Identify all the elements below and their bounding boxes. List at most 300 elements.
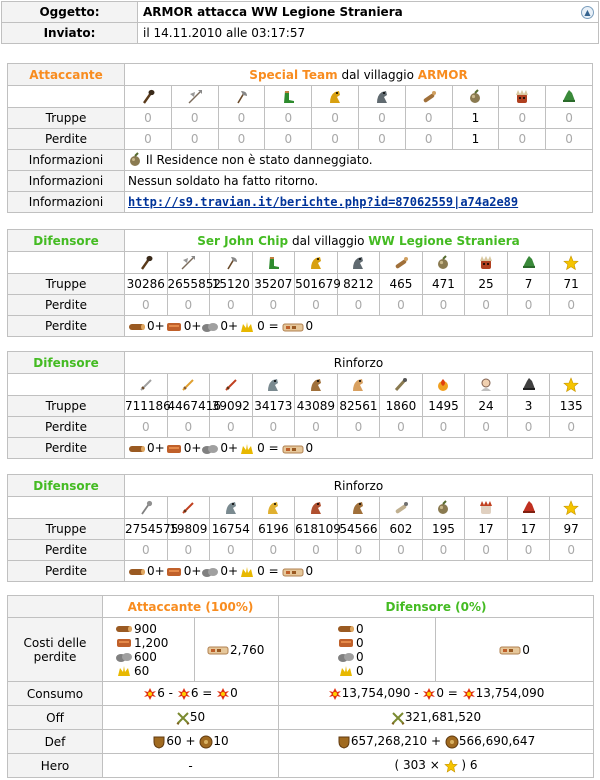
att-cost-iron: 600 bbox=[134, 649, 157, 664]
troop-icon-cell bbox=[499, 86, 546, 108]
all-resources-icon bbox=[282, 321, 304, 333]
troops-label: Truppe bbox=[8, 108, 125, 129]
club-icon bbox=[138, 255, 154, 271]
troop-count: 0 bbox=[499, 108, 546, 129]
attacker-table bbox=[7, 63, 593, 213]
troop-icon-cell bbox=[452, 86, 499, 108]
info-label: Informazioni bbox=[8, 192, 125, 213]
troop-icon-cell bbox=[265, 86, 312, 108]
fire-catapult-icon bbox=[435, 377, 451, 393]
att-def-infantry: 60 bbox=[166, 734, 182, 749]
troop-icon-cell bbox=[295, 252, 338, 274]
upkeep-icon bbox=[462, 687, 476, 701]
wood-icon bbox=[128, 321, 146, 333]
troop-icon-cell bbox=[312, 86, 359, 108]
att-def: 60 + 10 bbox=[103, 730, 279, 754]
troop-icon-cell bbox=[507, 374, 550, 396]
sent-value: il 14.11.2010 alle 03:17:57 bbox=[138, 23, 599, 44]
summary-defender-header: Difensore (0%) bbox=[279, 596, 594, 618]
troop-count: 19809 bbox=[167, 519, 210, 540]
def-def: 657,268,210 + 566,690,647 bbox=[279, 730, 594, 754]
iron-icon bbox=[337, 651, 355, 663]
bounty-clay: 0 bbox=[183, 564, 192, 578]
loss-count: 0 bbox=[337, 540, 380, 561]
tan-horse-icon bbox=[350, 377, 366, 393]
hero-star-icon bbox=[563, 377, 579, 393]
bounty-wood: 0 bbox=[147, 319, 155, 333]
loss-count: 0 bbox=[171, 129, 218, 150]
troop-count: 8212 bbox=[337, 274, 380, 295]
loss-count: 0 bbox=[252, 417, 295, 438]
loss-count: 0 bbox=[499, 129, 546, 150]
bounty-wood: 0 bbox=[147, 564, 155, 578]
star-icon bbox=[444, 759, 458, 773]
clay-icon bbox=[165, 566, 183, 578]
troop-icon-cell bbox=[210, 374, 253, 396]
all-resources-icon bbox=[282, 566, 304, 578]
mace-icon bbox=[138, 500, 154, 516]
all-resources-icon bbox=[499, 644, 521, 656]
bounty-total: 0 bbox=[305, 441, 314, 455]
troop-icon-cell bbox=[546, 86, 593, 108]
info-label: Informazioni bbox=[8, 171, 125, 192]
grey-ram-icon bbox=[393, 500, 409, 516]
loss-count: 0 bbox=[380, 417, 423, 438]
icons-blank bbox=[8, 497, 125, 519]
crossed-swords-icon bbox=[391, 711, 405, 725]
def-consumo-b: 0 bbox=[436, 686, 444, 701]
loss-count: 0 bbox=[252, 540, 295, 561]
summary-table bbox=[7, 595, 594, 778]
loss-count: 0 bbox=[546, 129, 593, 150]
bounty-clay: 0 bbox=[183, 319, 192, 333]
troop-icon-cell bbox=[295, 374, 338, 396]
troop-icon-cell bbox=[380, 252, 423, 274]
bounty-iron: 0 bbox=[220, 564, 229, 578]
loss-count: 0 bbox=[167, 417, 210, 438]
troop-icon-cell bbox=[337, 374, 380, 396]
troop-count: 39092 bbox=[210, 396, 253, 417]
scout-icon bbox=[280, 89, 296, 105]
catapult-icon bbox=[128, 153, 142, 167]
att-cost-crop: 60 bbox=[134, 663, 150, 678]
reinforcement-title: Rinforzo bbox=[125, 352, 593, 374]
gold-horse-icon bbox=[265, 500, 281, 516]
reinforcement-title: Rinforzo bbox=[125, 475, 593, 497]
reinforcement-table bbox=[7, 351, 593, 459]
bounty-crop: 0 bbox=[257, 441, 265, 455]
scout-icon bbox=[265, 255, 281, 271]
defender-role: Difensore bbox=[8, 352, 125, 374]
troop-icon-cell bbox=[465, 252, 508, 274]
iron-icon bbox=[201, 566, 219, 578]
att-consumo-b: 6 bbox=[190, 686, 199, 701]
loss-count: 0 bbox=[125, 129, 172, 150]
troop-icon-cell bbox=[550, 497, 593, 519]
att-costs-list bbox=[103, 618, 195, 682]
def-cost-total: 0 bbox=[522, 642, 530, 657]
expand-icon[interactable]: ▲ bbox=[581, 6, 594, 19]
losses-label: Perdite bbox=[8, 129, 125, 150]
loss-count: 0 bbox=[550, 295, 593, 316]
def-label: Def bbox=[8, 730, 103, 754]
hero-star-icon bbox=[563, 255, 579, 271]
info-residence bbox=[125, 150, 593, 171]
troop-count: 465 bbox=[380, 274, 423, 295]
loss-count: 0 bbox=[550, 540, 593, 561]
loss-count: 0 bbox=[295, 417, 338, 438]
troops-label: Truppe bbox=[8, 274, 125, 295]
senator-icon bbox=[478, 377, 494, 393]
subject-value bbox=[138, 2, 599, 23]
subject-text: ARMOR attacca WW Legione Straniera bbox=[143, 5, 403, 19]
upkeep-icon bbox=[143, 687, 157, 701]
bounty-clay: 0 bbox=[183, 441, 192, 455]
all-resources-icon bbox=[207, 644, 229, 656]
spear-icon bbox=[180, 255, 196, 271]
att-cost-total: 2,760 bbox=[230, 642, 265, 657]
iron-icon bbox=[115, 651, 133, 663]
loss-count: 0 bbox=[125, 417, 168, 438]
loss-count: 0 bbox=[507, 540, 550, 561]
def-def-cavalry: 566,690,647 bbox=[458, 734, 536, 749]
loss-count: 0 bbox=[422, 417, 465, 438]
losses-label: Perdite bbox=[8, 417, 125, 438]
troop-count: 35207 bbox=[252, 274, 295, 295]
info-link-cell bbox=[125, 192, 593, 213]
def-def-infantry: 657,268,210 bbox=[350, 734, 428, 749]
wood-icon bbox=[128, 443, 146, 455]
icons-blank bbox=[8, 374, 125, 396]
knight-icon bbox=[374, 89, 390, 105]
catapult-icon bbox=[467, 89, 483, 105]
troop-icon-cell bbox=[295, 497, 338, 519]
att-def-cavalry: 10 bbox=[213, 734, 229, 749]
all-resources-icon bbox=[282, 443, 304, 455]
info-return: Nessun soldato ha fatto ritorno. bbox=[125, 171, 593, 192]
troop-count: 15120 bbox=[210, 274, 253, 295]
paladin-icon bbox=[327, 89, 343, 105]
troop-icon-cell bbox=[125, 497, 168, 519]
loss-count: 0 bbox=[465, 295, 508, 316]
troop-count: 7 bbox=[507, 274, 550, 295]
troop-count: 711186 bbox=[125, 396, 168, 417]
troop-icon-cell bbox=[550, 252, 593, 274]
clay-icon bbox=[165, 321, 183, 333]
shield-icon bbox=[337, 735, 351, 749]
hero-label: Hero bbox=[8, 754, 103, 778]
troop-count: 4467416 bbox=[167, 396, 210, 417]
troop-icon-cell bbox=[380, 497, 423, 519]
troop-count: 0 bbox=[265, 108, 312, 129]
troop-count: 2655852 bbox=[167, 274, 210, 295]
def-cost-iron: 0 bbox=[356, 649, 364, 664]
def-off-value: 321,681,520 bbox=[404, 710, 482, 725]
def-hero-a: 303 bbox=[403, 758, 426, 773]
troop-count: 3 bbox=[507, 396, 550, 417]
sent-label: Inviato: bbox=[2, 23, 138, 44]
crop-icon bbox=[238, 566, 256, 578]
hero-star-icon bbox=[563, 500, 579, 516]
round-shield-icon bbox=[199, 735, 213, 749]
att-cost-wood: 900 bbox=[134, 621, 157, 636]
loss-count: 0 bbox=[358, 129, 405, 150]
defender-from: dal villaggio bbox=[291, 233, 365, 248]
axe-icon bbox=[223, 255, 239, 271]
loss-count: 0 bbox=[507, 295, 550, 316]
attacker-from: dal villaggio bbox=[341, 67, 414, 82]
icons-blank bbox=[8, 86, 125, 108]
wood-icon bbox=[128, 566, 146, 578]
attacker-heading bbox=[125, 64, 593, 86]
att-costs-total-cell bbox=[195, 618, 279, 682]
troop-icon-cell bbox=[358, 86, 405, 108]
troop-icon-cell bbox=[210, 252, 253, 274]
golden-sword-icon bbox=[180, 377, 196, 393]
sword-icon bbox=[138, 377, 154, 393]
troop-count: 1860 bbox=[380, 396, 423, 417]
bounty-cell: 0+ 0+ 0+ 0 = 0 bbox=[125, 438, 593, 459]
loss-count: 0 bbox=[380, 295, 423, 316]
bounty-crop: 0 bbox=[257, 319, 265, 333]
bounty-cell: 0+ 0+ 0+ 0 = 0 bbox=[125, 561, 593, 582]
def-off bbox=[279, 706, 594, 730]
bounty-label: Perdite bbox=[8, 316, 125, 337]
report-header bbox=[1, 1, 599, 44]
loss-count: 0 bbox=[312, 129, 359, 150]
troop-count: 1495 bbox=[422, 396, 465, 417]
troop-icon-cell bbox=[218, 86, 265, 108]
loss-count: 0 bbox=[422, 540, 465, 561]
troop-icon-cell bbox=[422, 374, 465, 396]
loss-count: 1 bbox=[452, 129, 499, 150]
att-off bbox=[103, 706, 279, 730]
troop-icon-cell bbox=[125, 86, 172, 108]
troop-count: 501679 bbox=[295, 274, 338, 295]
loss-count: 0 bbox=[167, 540, 210, 561]
subject-label: Oggetto: bbox=[2, 2, 138, 23]
loss-count: 0 bbox=[380, 540, 423, 561]
defender-table bbox=[7, 229, 593, 337]
def-hero: ( 303 × ) 6 bbox=[279, 754, 594, 778]
def-cost-wood: 0 bbox=[356, 621, 364, 636]
troop-count: 0 bbox=[405, 108, 452, 129]
clay-icon bbox=[337, 637, 355, 649]
defender-role: Difensore bbox=[8, 230, 125, 252]
attacker-role: Attaccante bbox=[8, 64, 125, 86]
loss-count: 0 bbox=[218, 129, 265, 150]
natarian-chief-icon bbox=[478, 500, 494, 516]
shield-icon bbox=[152, 735, 166, 749]
troop-count: 71 bbox=[550, 274, 593, 295]
troop-count: 54566 bbox=[337, 519, 380, 540]
round-shield-icon bbox=[445, 735, 459, 749]
troop-count: 43089 bbox=[295, 396, 338, 417]
att-consumo: 6 - 6 = 0 bbox=[103, 682, 279, 706]
loss-count: 0 bbox=[405, 129, 452, 150]
troop-count: 0 bbox=[546, 108, 593, 129]
troop-count: 0 bbox=[218, 108, 265, 129]
def-consumo: 13,754,090 - 0 = 13,754,090 bbox=[279, 682, 594, 706]
clay-icon bbox=[165, 443, 183, 455]
upkeep-icon bbox=[177, 687, 191, 701]
wood-icon bbox=[115, 623, 133, 635]
iron-icon bbox=[201, 443, 219, 455]
def-cost-clay: 0 bbox=[356, 635, 364, 650]
def-consumo-a: 13,754,090 bbox=[341, 686, 411, 701]
ram-icon bbox=[393, 255, 409, 271]
troop-count: 6196 bbox=[252, 519, 295, 540]
settler-icon bbox=[561, 89, 577, 105]
troop-count: 0 bbox=[125, 108, 172, 129]
troop-count: 471 bbox=[422, 274, 465, 295]
summary-corner bbox=[8, 596, 103, 618]
troop-icon-cell bbox=[167, 252, 210, 274]
catapult-icon bbox=[435, 255, 451, 271]
red-sword-icon bbox=[223, 377, 239, 393]
troop-icon-cell bbox=[507, 497, 550, 519]
loss-count: 0 bbox=[465, 540, 508, 561]
troop-icon-cell bbox=[507, 252, 550, 274]
defender-name[interactable]: Ser John Chip bbox=[197, 233, 289, 248]
red-horse-icon bbox=[308, 500, 324, 516]
defender-village[interactable]: WW Legione Straniera bbox=[368, 233, 520, 248]
loss-count: 0 bbox=[252, 295, 295, 316]
info-label: Informazioni bbox=[8, 150, 125, 171]
troop-count: 0 bbox=[171, 108, 218, 129]
troop-icon-cell bbox=[337, 497, 380, 519]
crop-icon bbox=[238, 321, 256, 333]
troop-icon-cell bbox=[252, 374, 295, 396]
loss-count: 0 bbox=[125, 295, 168, 316]
troop-icon-cell bbox=[167, 497, 210, 519]
chief-icon bbox=[478, 255, 494, 271]
costs-label: Costi delle perdite bbox=[8, 618, 103, 682]
losses-label: Perdite bbox=[8, 295, 125, 316]
troop-icon-cell bbox=[465, 497, 508, 519]
crop-icon bbox=[238, 443, 256, 455]
losses-label: Perdite bbox=[8, 540, 125, 561]
loss-count: 0 bbox=[337, 295, 380, 316]
troop-count: 0 bbox=[312, 108, 359, 129]
att-consumo-c: 0 bbox=[230, 686, 238, 701]
att-hero: - bbox=[103, 754, 279, 778]
troop-count: 30286 bbox=[125, 274, 168, 295]
axe-icon bbox=[233, 89, 249, 105]
iron-icon bbox=[201, 321, 219, 333]
bounty-cell: 0+ 0+ 0+ 0 = 0 bbox=[125, 316, 593, 337]
info-residence-text: Il Residence non è stato danneggiato. bbox=[145, 152, 373, 167]
bounty-iron: 0 bbox=[220, 441, 229, 455]
loss-count: 0 bbox=[550, 417, 593, 438]
troop-icon-cell bbox=[252, 252, 295, 274]
troop-icon-cell bbox=[171, 86, 218, 108]
def-consumo-c: 13,754,090 bbox=[475, 686, 545, 701]
consumo-label: Consumo bbox=[8, 682, 103, 706]
loss-count: 0 bbox=[210, 295, 253, 316]
att-off-value: 50 bbox=[189, 710, 206, 725]
troop-count: 602 bbox=[380, 519, 423, 540]
upkeep-icon bbox=[328, 687, 342, 701]
troop-icon-cell bbox=[550, 374, 593, 396]
troop-icon-cell bbox=[422, 252, 465, 274]
troop-count: 97 bbox=[550, 519, 593, 540]
troop-count: 195 bbox=[422, 519, 465, 540]
grey-horse-icon bbox=[265, 377, 281, 393]
bounty-label: Perdite bbox=[8, 561, 125, 582]
troop-count: 618109 bbox=[295, 519, 338, 540]
upkeep-icon bbox=[422, 687, 436, 701]
troop-icon-cell bbox=[125, 252, 168, 274]
troop-count: 25 bbox=[465, 274, 508, 295]
troop-icon-cell bbox=[210, 497, 253, 519]
defender-heading bbox=[125, 230, 593, 252]
loss-count: 0 bbox=[210, 540, 253, 561]
defender-role: Difensore bbox=[8, 475, 125, 497]
settler-icon bbox=[521, 255, 537, 271]
troop-icon-cell bbox=[422, 497, 465, 519]
summary-attacker-header: Attaccante (100%) bbox=[103, 596, 279, 618]
loss-count: 0 bbox=[210, 417, 253, 438]
brown-horse-icon bbox=[350, 500, 366, 516]
loss-count: 0 bbox=[265, 129, 312, 150]
spear-icon bbox=[187, 89, 203, 105]
loss-count: 0 bbox=[125, 540, 168, 561]
clay-icon bbox=[115, 637, 133, 649]
trebuchet-icon bbox=[393, 377, 409, 393]
attacker-village[interactable]: ARMOR bbox=[417, 67, 468, 82]
knight-icon bbox=[350, 255, 366, 271]
loss-count: 0 bbox=[295, 540, 338, 561]
troop-count: 34173 bbox=[252, 396, 295, 417]
chief-icon bbox=[514, 89, 530, 105]
troop-count: 135 bbox=[550, 396, 593, 417]
troops-label: Truppe bbox=[8, 519, 125, 540]
grey-horse-icon bbox=[223, 500, 239, 516]
def-costs-list bbox=[279, 618, 436, 682]
red-sword-icon bbox=[180, 500, 196, 516]
ram-icon bbox=[421, 89, 437, 105]
troop-icon-cell bbox=[380, 374, 423, 396]
loss-count: 0 bbox=[422, 295, 465, 316]
troop-icon-cell bbox=[337, 252, 380, 274]
loss-count: 0 bbox=[167, 295, 210, 316]
icons-blank bbox=[8, 252, 125, 274]
report-link[interactable]: http://s9.travian.it/berichte.php?id=87062559|a74a2e89 bbox=[128, 195, 519, 209]
crossed-swords-icon bbox=[176, 711, 190, 725]
loss-count: 0 bbox=[465, 417, 508, 438]
troops-label: Truppe bbox=[8, 396, 125, 417]
att-cost-clay: 1,200 bbox=[134, 635, 169, 650]
crop-icon bbox=[337, 665, 355, 677]
brown-horse-icon bbox=[308, 377, 324, 393]
black-settler-icon bbox=[521, 377, 537, 393]
troop-icon-cell bbox=[167, 374, 210, 396]
bounty-wood: 0 bbox=[147, 441, 155, 455]
troop-count: 1 bbox=[452, 108, 499, 129]
troop-count: 17 bbox=[465, 519, 508, 540]
def-costs-total-cell bbox=[436, 618, 594, 682]
troop-count: 0 bbox=[358, 108, 405, 129]
troop-icon-cell bbox=[405, 86, 452, 108]
def-hero-b: 6 bbox=[469, 758, 478, 773]
crop-icon bbox=[115, 665, 133, 677]
troop-count: 24 bbox=[465, 396, 508, 417]
attacker-name[interactable]: Special Team bbox=[249, 67, 338, 82]
upkeep-icon bbox=[216, 687, 230, 701]
wood-icon bbox=[337, 623, 355, 635]
troop-icon-cell bbox=[465, 374, 508, 396]
